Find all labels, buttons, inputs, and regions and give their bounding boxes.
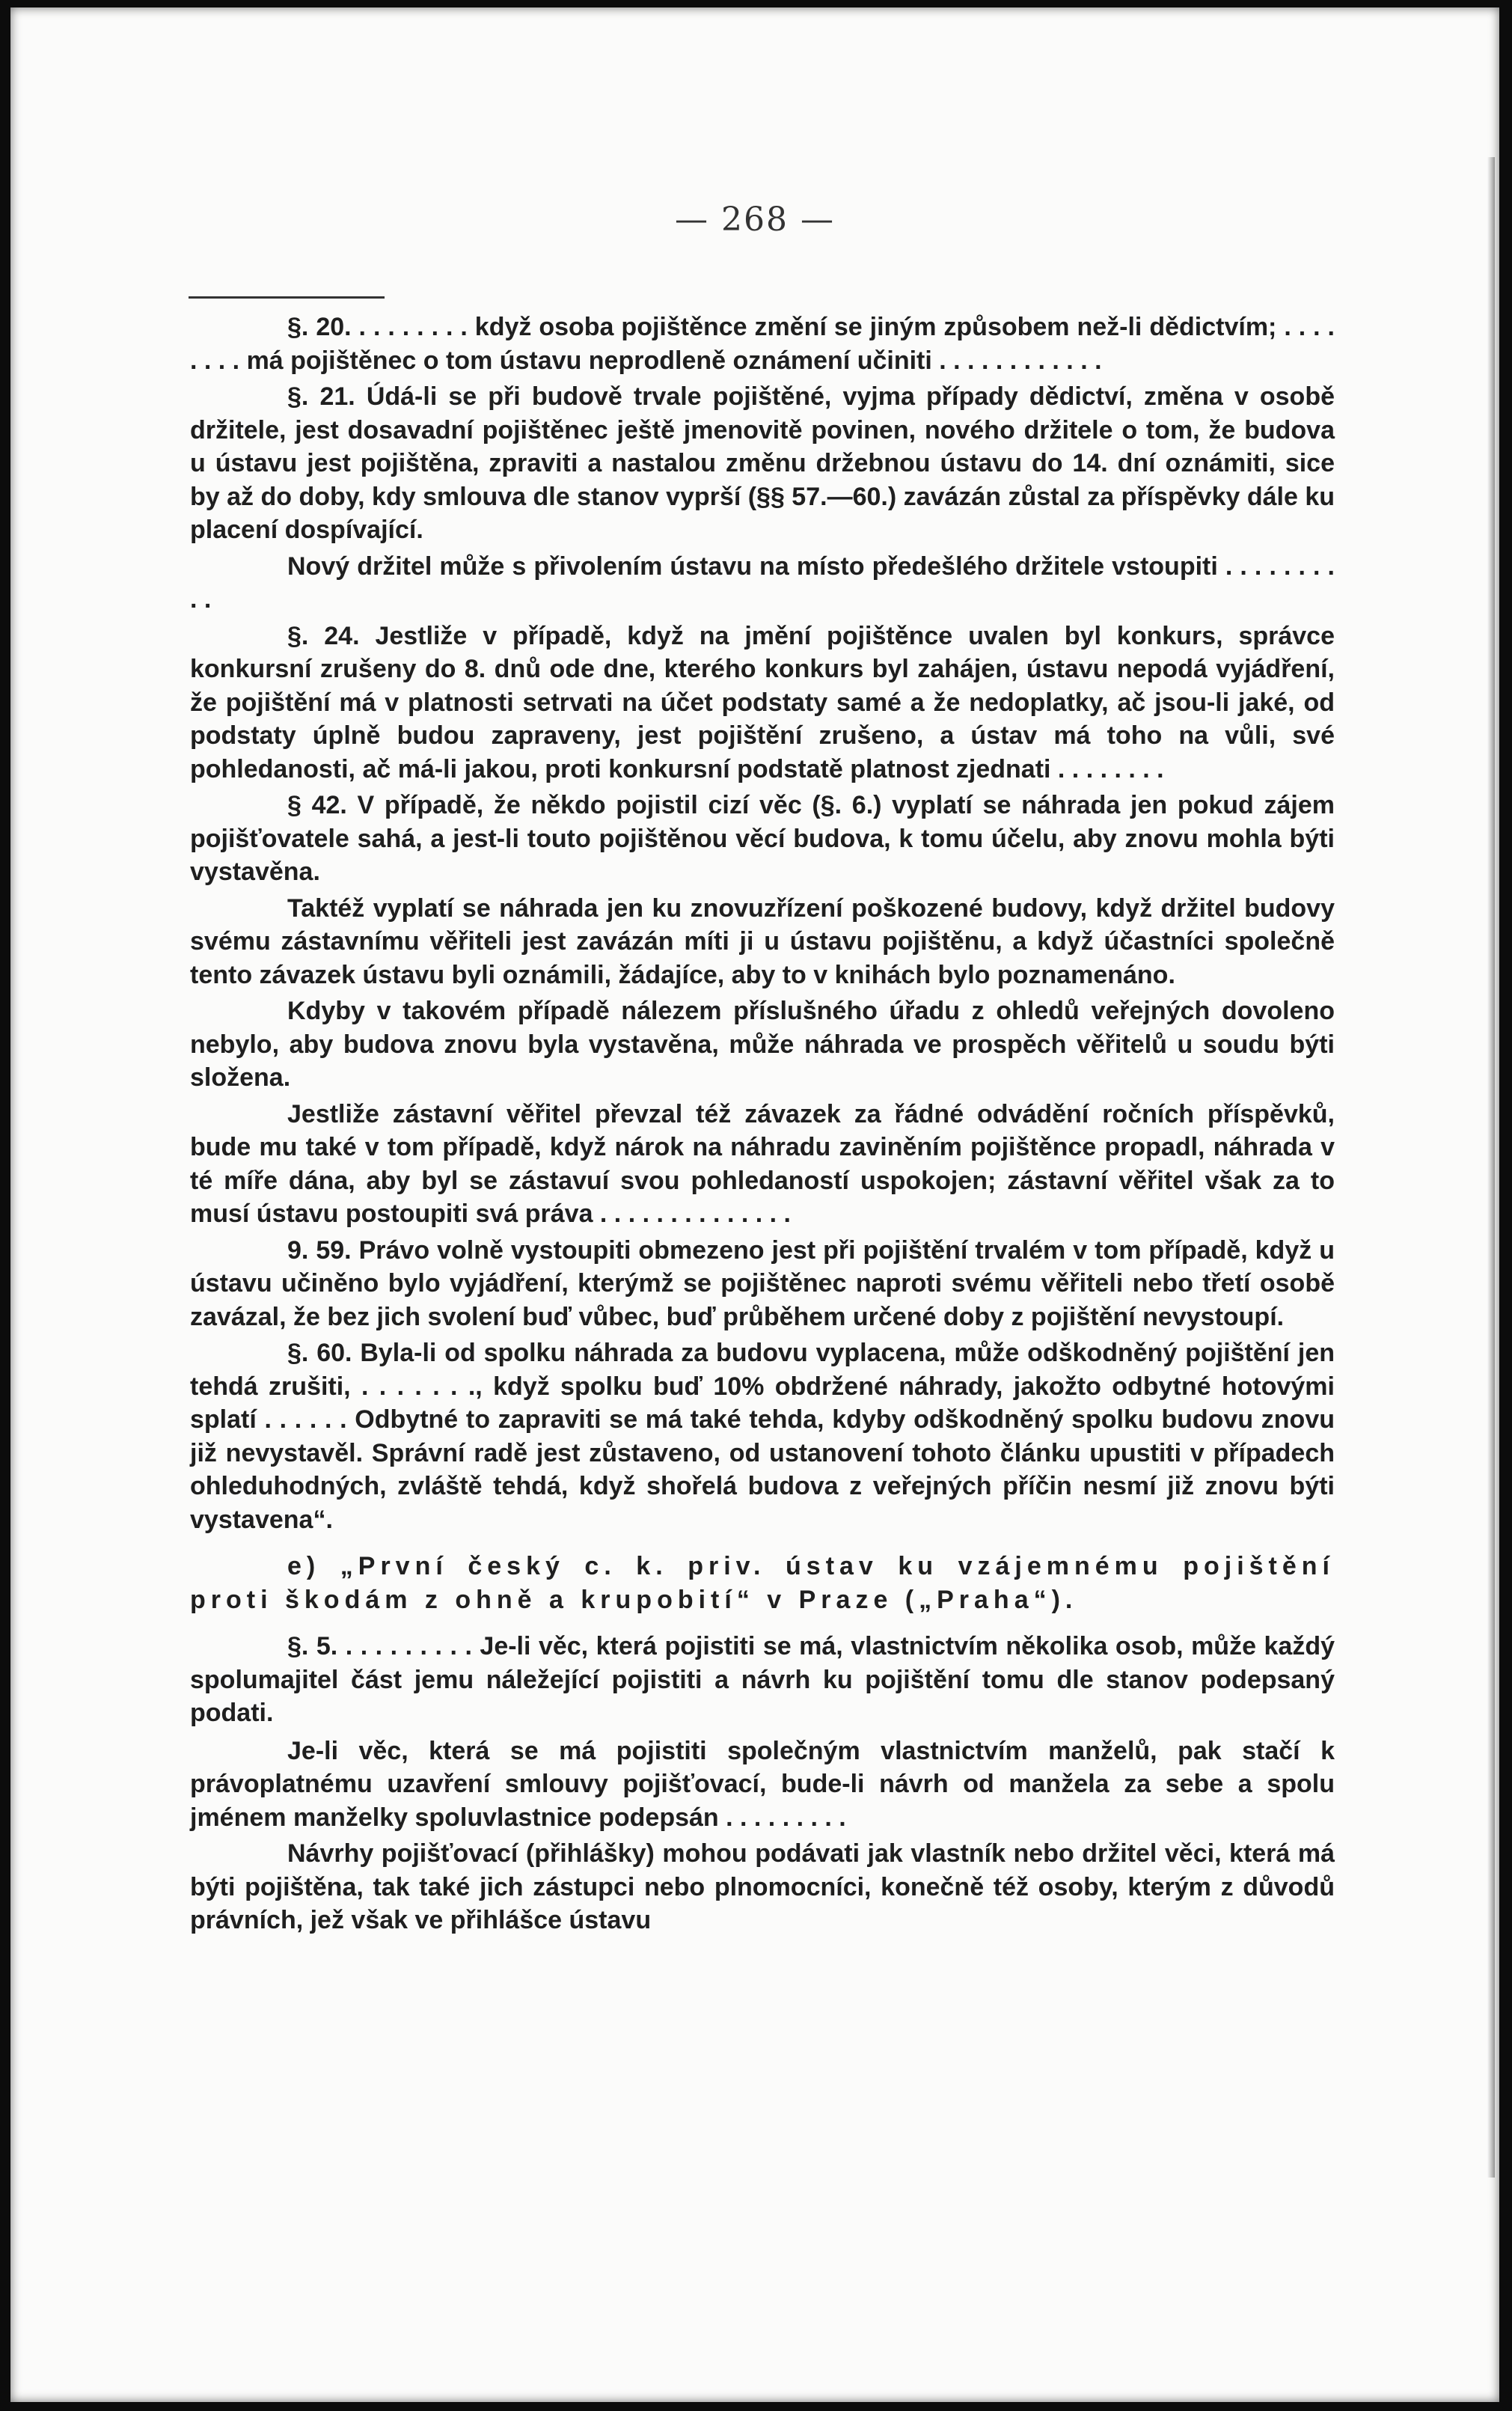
page-body xyxy=(190,311,1335,1940)
book-page xyxy=(10,7,1499,2402)
paragraph-s60: §. 60. Byla-li od spolku náhrada za budovu vyplacena, může odškodněný pojištění jen tehdá zrušiti, . . . . . . ., když spolku buď 10% obdržené náhrady, jakožto odbytné hotovými splatí . . . . . . Odbytné to zapraviti se má také tehda, kdyby odškodněný spolku budovu znovu již nevystavěl. Správní radě jest zůstaveno, od ustanovení tohoto článku upustiti v případech ohleduhodných, zvláště tehdá, když shořelá budova z veřejných příčin nesmí již znovu býti vystavena“. xyxy=(190,1339,1335,1534)
paragraph-reconstruction: Taktéž vyplatí se náhrada jen ku znovuzřízení poškozené budovy, když držitel budovy svému zástavnímu věřiteli jest zavázán míti ji u ústavu pojištěnu, a když účastníci společně tento závazek ústavu byli oznámili, žádajíce, aby to v knihách bylo poznamenáno. xyxy=(190,893,1335,989)
paragraph-s42: § 42. V případě, že někdo pojistil cizí věc (§. 6.) vyplatí se náhrada jen pokud zájem pojišťovatele sahá, a jest-li touto pojištěnou věcí budova, k tomu účelu, aby znovu mohla býti vystavěna. xyxy=(190,791,1335,886)
paragraph-court-deposit: Kdyby v takovém případě nálezem příslušného úřadu z ohledů veřejných dovoleno nebylo, aby budova znovu byla vystavěna, může náhrada ve prospěch věřitelů u soudu býti složena. xyxy=(190,997,1335,1092)
paragraph-s5: §. 5. . . . . . . . . . Je-li věc, která pojistiti se má, vlastnictvím několika osob, může každý spolumajitel část jemu náležející pojistiti a návrh ku pojištění tomu dle stanov podepsaný podati. xyxy=(190,1632,1335,1727)
paragraph-s20: §. 20. . . . . . . . . když osoba pojištěnce změní se jiným způsobem než-li dědictvím; . . . . . . . . má pojištěnec o tom ústavu neprodleně oznámení učiniti . . . . . . . . . . . . xyxy=(190,313,1335,375)
section-rule xyxy=(189,296,385,299)
paragraph-s24: §. 24. Jestliže v případě, když na jmění pojištěnce uvalen byl konkurs, správce konkursní zrušeny do 8. dnů ode dne, kterého konkurs byl zahájen, ústavu nepodá vyjádření, že pojištění má v platnosti setrvati na účet podstaty samé a že nedoplatky, ač jsou-li jaké, od podstaty úplně budou zapraveny, jest pojištění zrušeno, a ústav má toho na vůli, své pohledanosti, ač má-li jakou, proti konkursní podstatě platnost zjednati . . . . . . . . xyxy=(190,621,1335,783)
paragraph-section-e-heading: e) „První český c. k. priv. ústav ku vzájemnému pojištění proti škodám z ohně a krupobití“ v Praze („Praha“). xyxy=(190,1552,1335,1614)
paragraph-applications: Návrhy pojišťovací (přihlášky) mohou podávati jak vlastník nebo držitel věci, která má býti pojištěna, tak také jich zástupci nebo plnomocníci, konečně též osoby, kterým z důvodů právních, jež však ve přihlášce ústavu xyxy=(190,1839,1335,1934)
page-edge-shadow xyxy=(1487,157,1495,2178)
paragraph-s21: §. 21. Údá-li se při budově trvale pojištěné, vyjma případy dědictví, změna v osobě držitele, jest dosavadní pojištěnec ještě jmenovitě povinen, nového držitele o tom, že budova u ústavu jest pojištěna, zpraviti a nastalou změnu držebnou ústavu do 14. dní oznámiti, sice by až do doby, kdy smlouva dle stanov vyprší (§§ 57.—60.) zavázán zůstal za příspěvky dále ku placení dospívající. xyxy=(190,382,1335,544)
page-number: — 268 — xyxy=(675,201,835,239)
paragraph-spouses: Je-li věc, která se má pojistiti společným vlastnictvím manželů, pak stačí k právoplatnému uzavření smlouvy pojišťovací, bude-li návrh od manžela za sebe a spolu jménem manželky spoluvlastnice podepsán . . . . . . . . . xyxy=(190,1736,1335,1832)
paragraph-new-holder: Nový držitel může s přivolením ústavu na místo předešlého držitele vstoupiti . . . . . . . . . . xyxy=(190,551,1335,614)
paragraph-creditor: Jestliže zástavní věřitel převzal též závazek za řádné odvádění ročních příspěvků, bude mu také v tom případě, když nárok na náhradu zaviněním pojištěnce propadl, náhrada v té míře dána, aby byl se zástavuí svou pohledaností uspokojen; zástavní věřitel však za to musí ústavu postoupiti svá práva . . . . . . . . . . . . . . xyxy=(190,1099,1335,1228)
paragraph-s59: 9. 59. Právo volně vystoupiti obmezeno jest při pojištění trvalém v tom případě, když u ústavu učiněno bylo vyjádření, kterýmž se pojištěnec naproti svému věřiteli nebo třetí osobě zavázal, že bez jich svolení buď vůbec, buď průběhem určené doby z pojištění nevystoupí. xyxy=(190,1235,1335,1331)
